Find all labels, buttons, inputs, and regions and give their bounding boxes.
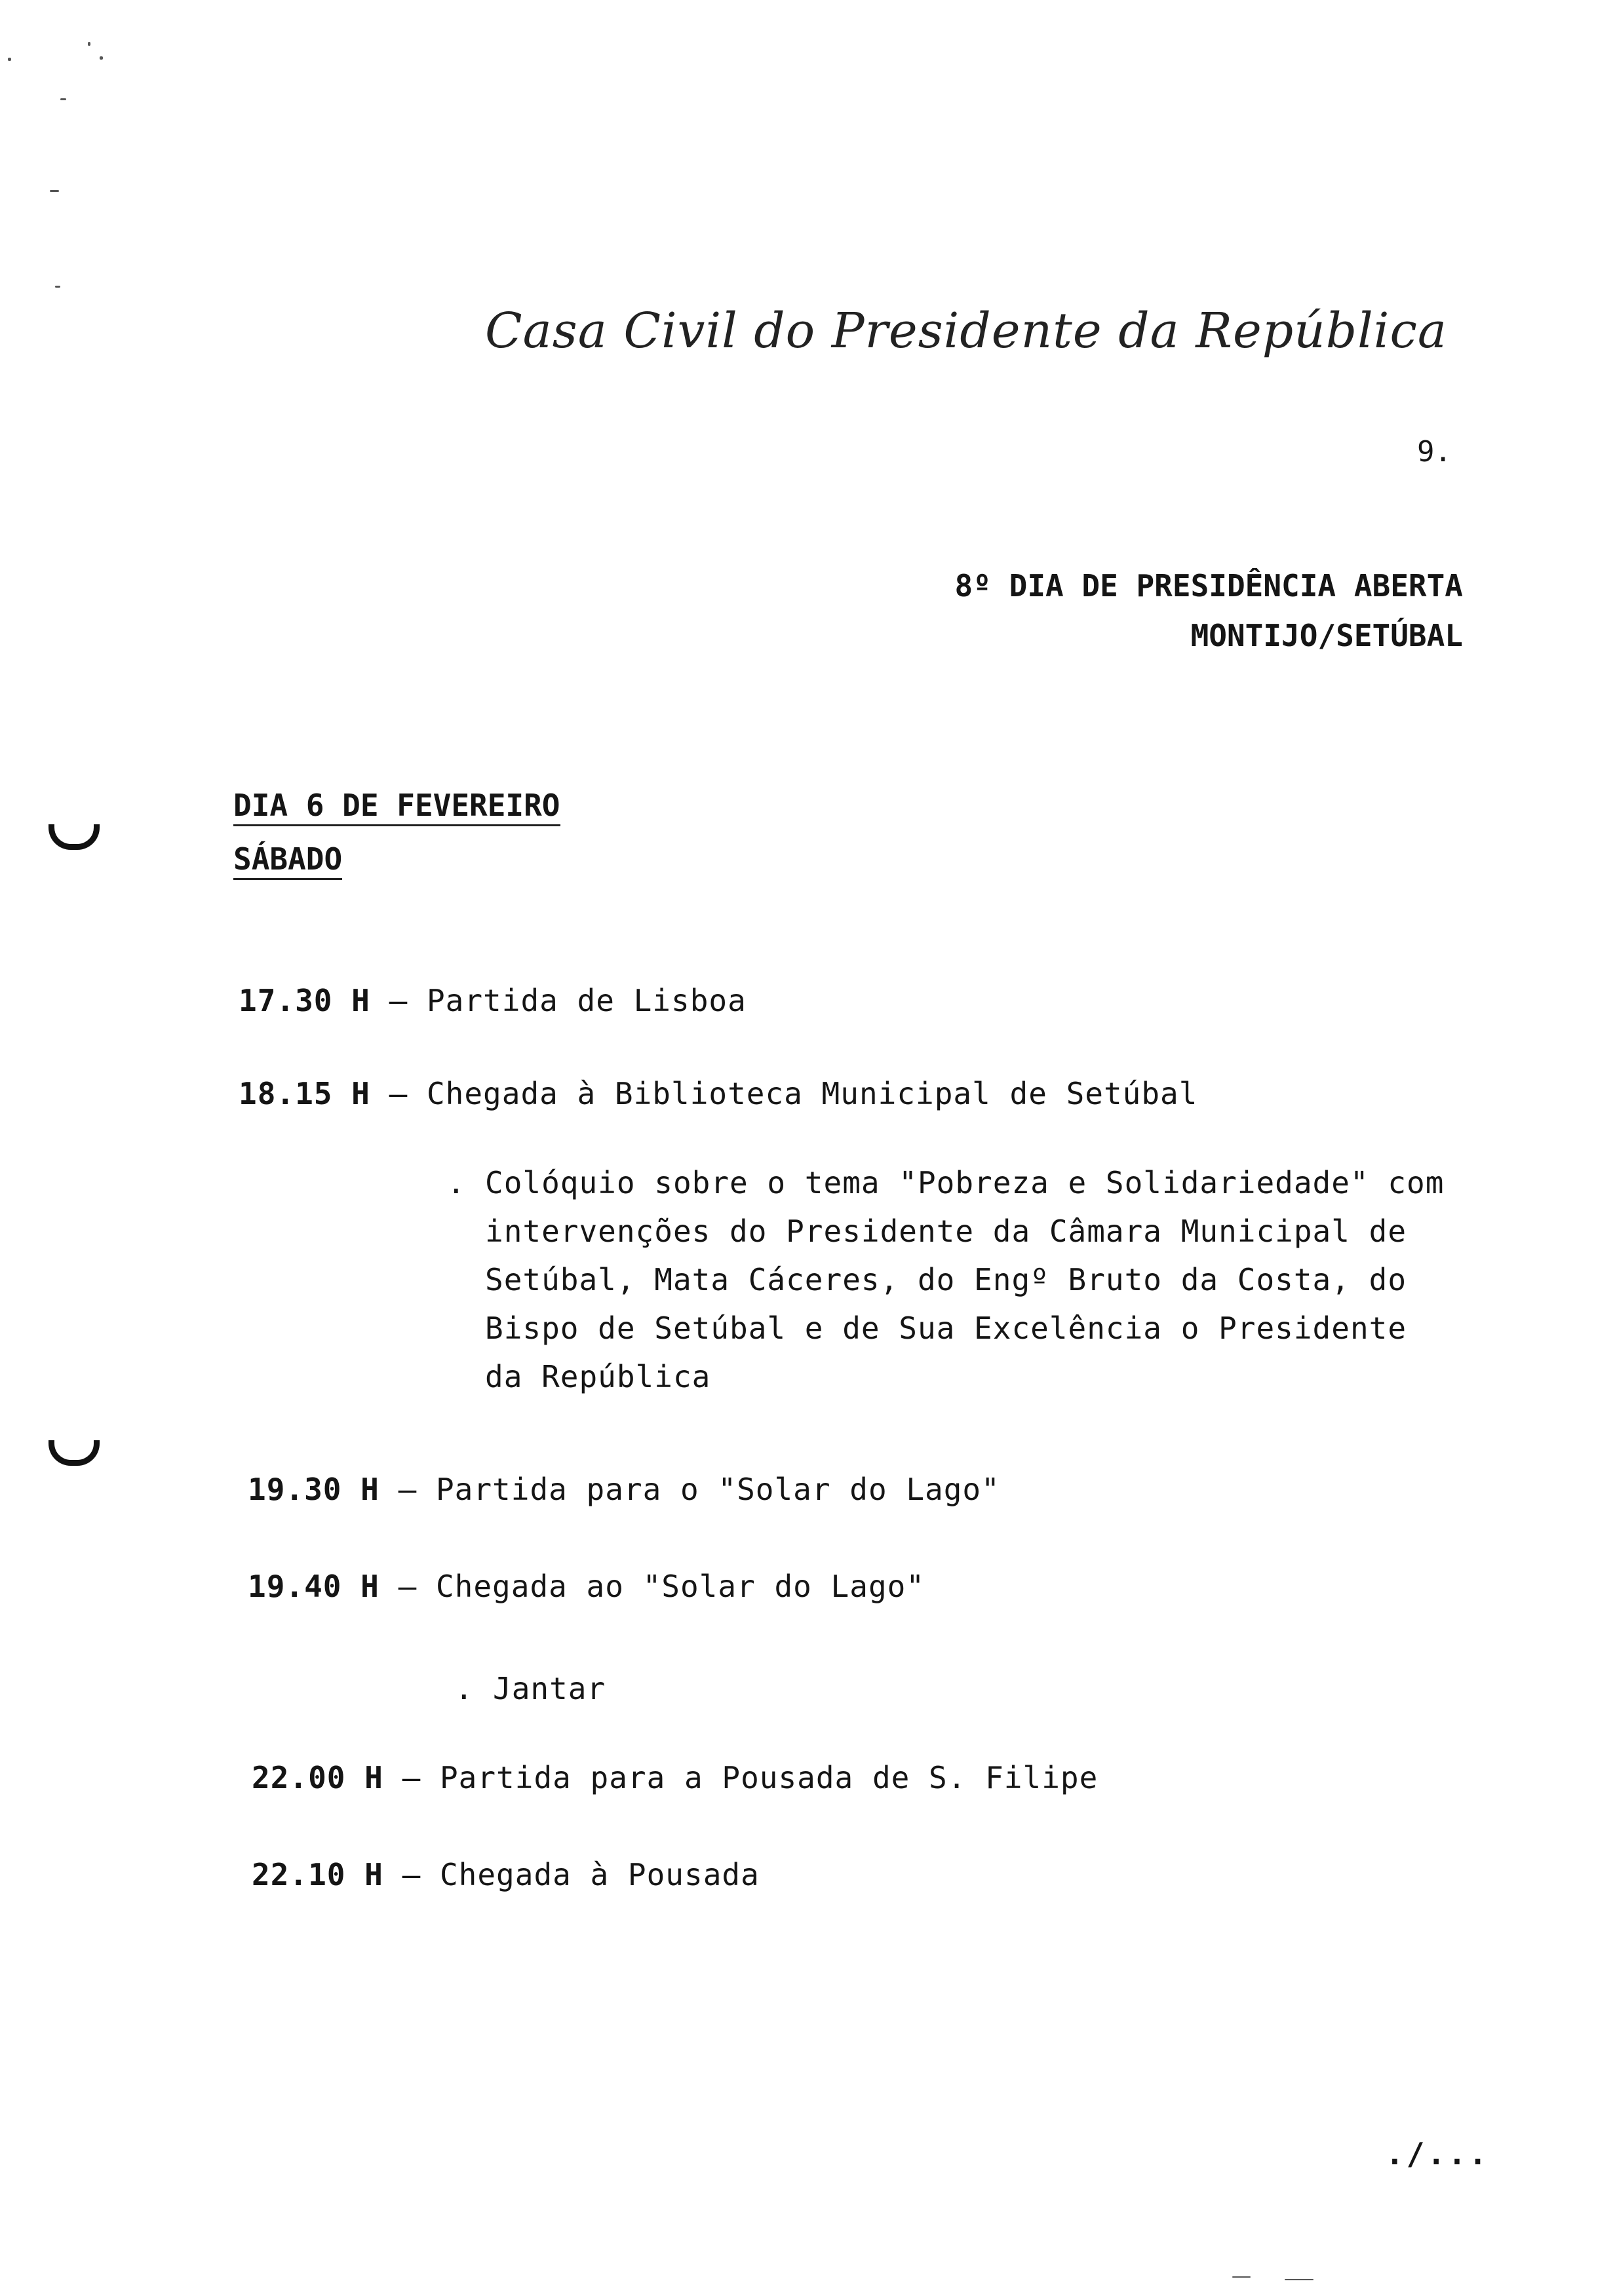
entry-text: Chegada à Pousada [439, 1857, 760, 1892]
schedule-entry: 19.30 H – Partida para o "Solar do Lago" [248, 1472, 1000, 1507]
page-number: 9. [1417, 435, 1452, 469]
entry-text: Partida para a Pousada de S. Filipe [439, 1760, 1099, 1795]
note-line: Bispo de Setúbal e de Sua Excelência o Presidente [485, 1311, 1407, 1346]
note-line: Setúbal, Mata Cáceres, do Engº Bruto da Costa, do [485, 1262, 1407, 1297]
entry-text: Chegada à Biblioteca Municipal de Setúbal [426, 1076, 1198, 1111]
schedule-entry: 18.15 H – Chegada à Biblioteca Municipal de Setúbal [239, 1076, 1198, 1111]
entry-time: 19.30 H [248, 1472, 379, 1507]
entry-time: 19.40 H [248, 1569, 379, 1604]
margin-speck [88, 42, 90, 46]
continuation-mark: ./... [1386, 2136, 1490, 2172]
date-block [233, 778, 560, 886]
date-weekday: SÁBADO [233, 840, 342, 880]
margin-speck [50, 190, 59, 192]
letterhead: Casa Civil do Presidente da República [485, 303, 1448, 359]
entry-text: Partida para o "Solar do Lago" [435, 1472, 1000, 1507]
entry-text: Chegada ao "Solar do Lago" [435, 1569, 925, 1604]
margin-speck [100, 56, 103, 60]
entry-text: Partida de Lisboa [426, 983, 747, 1018]
margin-speck [1285, 2279, 1313, 2280]
margin-speck [8, 58, 11, 61]
margin-speck [60, 98, 66, 100]
schedule-entry: 19.40 H – Chegada ao "Solar do Lago" [248, 1569, 925, 1604]
schedule-entry: 22.10 H – Chegada à Pousada [252, 1857, 760, 1892]
margin-check-mark [49, 824, 100, 850]
heading-line-1: 8º DIA DE PRESIDÊNCIA ABERTA [954, 568, 1463, 603]
margin-check-mark [49, 1440, 100, 1466]
entry-time: 18.15 H [239, 1076, 370, 1111]
entry-time: 22.10 H [252, 1857, 383, 1892]
schedule-entry: 17.30 H – Partida de Lisboa [239, 983, 747, 1018]
margin-speck [1232, 2276, 1251, 2278]
note-line: intervenções do Presidente da Câmara Municipal de [485, 1214, 1407, 1249]
note-line: da República [485, 1359, 711, 1394]
bullet: . [455, 1671, 474, 1706]
coloquio-note [447, 1158, 1445, 1401]
heading-line-2: MONTIJO/SETÚBAL [1190, 618, 1463, 653]
jantar-note [455, 1664, 606, 1713]
note-line: Jantar [493, 1671, 606, 1706]
note-line: Colóquio sobre o tema "Pobreza e Solidariedade" com [485, 1165, 1445, 1200]
entry-time: 22.00 H [252, 1760, 383, 1795]
margin-speck [55, 286, 60, 288]
schedule-entry: 22.00 H – Partida para a Pousada de S. Filipe [252, 1760, 1099, 1795]
date-day: DIA 6 DE FEVEREIRO [233, 786, 560, 826]
entry-time: 17.30 H [239, 983, 370, 1018]
bullet: . [447, 1165, 466, 1200]
presidency-heading [955, 561, 1463, 660]
